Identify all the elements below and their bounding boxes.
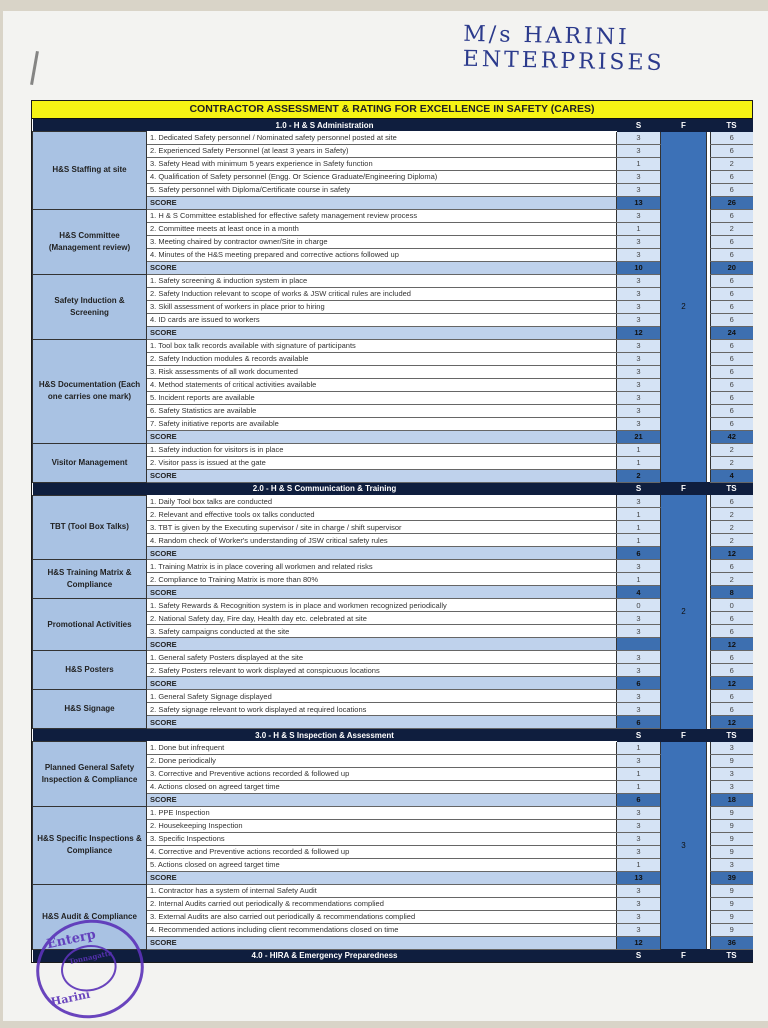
score-s-value: 3 [617, 287, 661, 300]
score-s-value: 1 [617, 767, 661, 780]
section-heading: 2.0 - H & S Communication & Training [33, 482, 617, 495]
category-name: H&S Staffing at site [33, 132, 147, 210]
assessment-table [32, 119, 753, 962]
criterion-text: 3. Specific Inspections [147, 832, 617, 845]
score-s-value: 3 [617, 664, 661, 677]
criterion-text: 5. Incident reports are available [147, 391, 617, 404]
criterion-text: 7. Safety initiative reports are available [147, 417, 617, 430]
score-s-value: 3 [617, 832, 661, 845]
score-label: SCORE [147, 326, 617, 339]
score-s-total: 13 [617, 196, 661, 209]
col-ts-header: TS [711, 949, 753, 962]
score-label: SCORE [147, 677, 617, 690]
col-f-header: F [661, 729, 707, 742]
criterion-text: 6. Safety Statistics are available [147, 404, 617, 417]
score-ts-value: 9 [711, 806, 753, 819]
category-name: H&S Committee (Management review) [33, 209, 147, 274]
score-label: SCORE [147, 936, 617, 949]
criterion-text: 2. Safety Induction modules & records available [147, 352, 617, 365]
item-row [33, 339, 753, 352]
col-s-header: S [617, 482, 661, 495]
score-s-value: 3 [617, 209, 661, 222]
item-row [33, 806, 753, 819]
sheet-title: CONTRACTOR ASSESSMENT & RATING FOR EXCELLENCE IN SAFETY (CARES) [32, 101, 752, 119]
score-ts-value: 6 [711, 612, 753, 625]
factor-value: 3 [661, 742, 707, 950]
score-ts-value: 2 [711, 443, 753, 456]
score-ts-value: 6 [711, 664, 753, 677]
score-ts-value: 6 [711, 391, 753, 404]
col-f-header: F [661, 119, 707, 132]
score-ts-value: 6 [711, 560, 753, 573]
item-row [33, 690, 753, 703]
score-ts-value: 3 [711, 742, 753, 755]
seal-text-top: Enterp [45, 927, 98, 953]
category-name: Planned General Safety Inspection & Compliance [33, 742, 147, 807]
score-ts-total: 26 [711, 196, 753, 209]
score-ts-total: 36 [711, 936, 753, 949]
score-ts-value: 6 [711, 170, 753, 183]
score-ts-total: 4 [711, 469, 753, 482]
score-ts-value: 2 [711, 573, 753, 586]
criterion-text: 1. General safety Posters displayed at the site [147, 651, 617, 664]
score-ts-value: 6 [711, 183, 753, 196]
section-heading: 1.0 - H & S Administration [33, 119, 617, 132]
score-label: SCORE [147, 547, 617, 560]
score-ts-value: 6 [711, 378, 753, 391]
score-s-value: 3 [617, 612, 661, 625]
category-name: H&S Documentation (Each one carries one mark) [33, 339, 147, 443]
col-ts-header: TS [711, 119, 753, 132]
score-s-value: 3 [617, 884, 661, 897]
score-s-value: 3 [617, 132, 661, 145]
score-ts-total: 12 [711, 638, 753, 651]
item-row [33, 599, 753, 612]
score-s-value: 3 [617, 754, 661, 767]
criterion-text: 4. Corrective and Preventive actions recorded & followed up [147, 845, 617, 858]
col-s-header: S [617, 949, 661, 962]
score-s-total [617, 638, 661, 651]
criterion-text: 1. Safety induction for visitors is in place [147, 443, 617, 456]
score-ts-value: 9 [711, 884, 753, 897]
criterion-text: 2. Compliance to Training Matrix is more than 80% [147, 573, 617, 586]
score-s-value: 3 [617, 806, 661, 819]
score-ts-value: 2 [711, 157, 753, 170]
criterion-text: 4. Random check of Worker's understanding of JSW critical safety rules [147, 534, 617, 547]
score-s-value: 3 [617, 897, 661, 910]
score-s-value: 3 [617, 391, 661, 404]
score-s-total: 4 [617, 586, 661, 599]
col-ts-header: TS [711, 729, 753, 742]
category-name: Safety Induction & Screening [33, 274, 147, 339]
score-ts-total: 39 [711, 871, 753, 884]
criterion-text: 2. Safety Posters relevant to work displayed at conspicuous locations [147, 664, 617, 677]
score-s-total: 12 [617, 936, 661, 949]
criterion-text: 4. Recommended actions including client recommendations closed on time [147, 923, 617, 936]
score-s-value: 1 [617, 443, 661, 456]
item-row [33, 495, 753, 508]
item-row [33, 560, 753, 573]
criterion-text: 2. Internal Audits carried out periodically & recommendations complied [147, 897, 617, 910]
score-ts-value: 6 [711, 703, 753, 716]
criterion-text: 2. Visitor pass is issued at the gate [147, 456, 617, 469]
item-row [33, 274, 753, 287]
criterion-text: 3. Safety campaigns conducted at the site [147, 625, 617, 638]
score-ts-value: 6 [711, 132, 753, 145]
factor-value: 2 [661, 132, 707, 483]
criterion-text: 3. Risk assessments of all work documented [147, 365, 617, 378]
score-s-value: 1 [617, 222, 661, 235]
score-s-value: 3 [617, 170, 661, 183]
criterion-text: 4. Minutes of the H&S meeting prepared and corrective actions followed up [147, 248, 617, 261]
criterion-text: 2. Relevant and effective tools ox talks conducted [147, 508, 617, 521]
score-s-value: 1 [617, 508, 661, 521]
score-ts-value: 6 [711, 495, 753, 508]
category-name: H&S Posters [33, 651, 147, 690]
score-ts-total: 42 [711, 430, 753, 443]
category-name: Visitor Management [33, 443, 147, 482]
score-s-value: 1 [617, 780, 661, 793]
score-s-total: 6 [617, 793, 661, 806]
score-ts-value: 9 [711, 923, 753, 936]
score-s-value: 1 [617, 456, 661, 469]
score-s-value: 3 [617, 560, 661, 573]
criterion-text: 1. Dedicated Safety personnel / Nominated safety personnel posted at site [147, 132, 617, 145]
score-s-value: 3 [617, 819, 661, 832]
score-label: SCORE [147, 638, 617, 651]
score-s-value: 3 [617, 845, 661, 858]
cares-assessment-sheet [31, 100, 753, 963]
criterion-text: 3. TBT is given by the Executing supervisor / site in charge / shift supervisor [147, 521, 617, 534]
score-ts-value: 6 [711, 248, 753, 261]
criterion-text: 2. Done periodically [147, 754, 617, 767]
criterion-text: 1. General Safety Signage displayed [147, 690, 617, 703]
score-ts-total: 20 [711, 261, 753, 274]
score-s-value: 3 [617, 235, 661, 248]
category-name: TBT (Tool Box Talks) [33, 495, 147, 560]
score-ts-value: 3 [711, 858, 753, 871]
score-ts-value: 2 [711, 222, 753, 235]
pen-mark [30, 51, 39, 85]
score-s-total: 13 [617, 871, 661, 884]
category-name: H&S Signage [33, 690, 147, 729]
criterion-text: 1. Training Matrix is in place covering all workmen and related risks [147, 560, 617, 573]
criterion-text: 1. H & S Committee established for effective safety management review process [147, 209, 617, 222]
section-header-row [33, 729, 753, 742]
score-s-value: 1 [617, 858, 661, 871]
score-ts-value: 2 [711, 521, 753, 534]
handwritten-company-name: M/s HARINI ENTERPRISES [462, 21, 665, 76]
score-ts-value: 6 [711, 417, 753, 430]
section-header-row [33, 482, 753, 495]
criterion-text: 2. National Safety day, Fire day, Health day etc. celebrated at site [147, 612, 617, 625]
score-s-value: 1 [617, 573, 661, 586]
score-s-value: 3 [617, 352, 661, 365]
score-ts-value: 6 [711, 287, 753, 300]
score-label: SCORE [147, 871, 617, 884]
criterion-text: 3. Skill assessment of workers in place prior to hiring [147, 300, 617, 313]
item-row [33, 651, 753, 664]
score-label: SCORE [147, 196, 617, 209]
score-s-total: 10 [617, 261, 661, 274]
criterion-text: 5. Actions closed on agreed target time [147, 858, 617, 871]
item-row [33, 884, 753, 897]
score-s-total: 21 [617, 430, 661, 443]
score-s-total: 6 [617, 547, 661, 560]
score-s-value: 3 [617, 378, 661, 391]
score-ts-value: 6 [711, 625, 753, 638]
item-row [33, 742, 753, 755]
score-s-total: 6 [617, 716, 661, 729]
score-ts-value: 9 [711, 754, 753, 767]
criterion-text: 1. Safety Rewards & Recognition system is in place and workmen recognized periodically [147, 599, 617, 612]
col-f-header: F [661, 949, 707, 962]
score-ts-value: 3 [711, 780, 753, 793]
score-ts-total: 12 [711, 677, 753, 690]
criterion-text: 4. Qualification of Safety personnel (Engg. Or Science Graduate/Engineering Diploma) [147, 170, 617, 183]
score-ts-value: 6 [711, 313, 753, 326]
criterion-text: 3. Safety Head with minimum 5 years experience in Safety function [147, 157, 617, 170]
score-s-value: 3 [617, 339, 661, 352]
score-ts-value: 6 [711, 339, 753, 352]
category-name: H&S Training Matrix & Compliance [33, 560, 147, 599]
col-f-header: F [661, 482, 707, 495]
col-s-header: S [617, 119, 661, 132]
criterion-text: 3. External Audits are also carried out periodically & recommendations complied [147, 910, 617, 923]
score-s-value: 3 [617, 495, 661, 508]
score-label: SCORE [147, 716, 617, 729]
score-ts-value: 6 [711, 209, 753, 222]
score-s-value: 1 [617, 742, 661, 755]
score-s-total: 6 [617, 677, 661, 690]
score-s-value: 3 [617, 703, 661, 716]
criterion-text: 1. PPE Inspection [147, 806, 617, 819]
score-s-value: 3 [617, 248, 661, 261]
score-ts-value: 6 [711, 690, 753, 703]
criterion-text: 2. Housekeeping Inspection [147, 819, 617, 832]
score-s-value: 3 [617, 651, 661, 664]
score-ts-value: 6 [711, 300, 753, 313]
score-label: SCORE [147, 469, 617, 482]
score-ts-value: 6 [711, 352, 753, 365]
col-ts-header: TS [711, 482, 753, 495]
score-label: SCORE [147, 586, 617, 599]
score-ts-value: 3 [711, 767, 753, 780]
criterion-text: 1. Daily Tool box talks are conducted [147, 495, 617, 508]
criterion-text: 5. Safety personnel with Diploma/Certificate course in safety [147, 183, 617, 196]
criterion-text: 1. Done but infrequent [147, 742, 617, 755]
criterion-text: 2. Safety signage relevant to work displayed at required locations [147, 703, 617, 716]
score-s-value: 3 [617, 625, 661, 638]
score-s-value: 3 [617, 417, 661, 430]
score-label: SCORE [147, 430, 617, 443]
category-name: Promotional Activities [33, 599, 147, 651]
score-ts-value: 2 [711, 534, 753, 547]
score-ts-value: 2 [711, 456, 753, 469]
score-ts-value: 6 [711, 274, 753, 287]
criterion-text: 2. Safety Induction relevant to scope of works & JSW critical rules are included [147, 287, 617, 300]
category-name: H&S Specific Inspections & Compliance [33, 806, 147, 884]
score-s-total: 12 [617, 326, 661, 339]
score-ts-total: 12 [711, 547, 753, 560]
factor-value: 2 [661, 495, 707, 729]
criterion-text: 1. Safety screening & induction system in place [147, 274, 617, 287]
section-header-row [33, 119, 753, 132]
score-ts-total: 12 [711, 716, 753, 729]
criterion-text: 4. Method statements of critical activities available [147, 378, 617, 391]
section-heading: 3.0 - H & S Inspection & Assessment [33, 729, 617, 742]
score-s-value: 3 [617, 183, 661, 196]
score-s-value: 1 [617, 157, 661, 170]
score-ts-total: 18 [711, 793, 753, 806]
score-ts-value: 6 [711, 365, 753, 378]
score-s-value: 3 [617, 144, 661, 157]
item-row [33, 443, 753, 456]
score-s-value: 3 [617, 690, 661, 703]
score-ts-total: 8 [711, 586, 753, 599]
score-ts-value: 6 [711, 651, 753, 664]
criterion-text: 3. Corrective and Preventive actions recorded & followed up [147, 767, 617, 780]
item-row [33, 209, 753, 222]
score-s-value: 1 [617, 521, 661, 534]
score-label: SCORE [147, 261, 617, 274]
col-s-header: S [617, 729, 661, 742]
item-row [33, 132, 753, 145]
criterion-text: 4. Actions closed on agreed target time [147, 780, 617, 793]
criterion-text: 4. ID cards are issued to workers [147, 313, 617, 326]
score-ts-value: 0 [711, 599, 753, 612]
score-s-value: 3 [617, 313, 661, 326]
score-label: SCORE [147, 793, 617, 806]
score-ts-value: 6 [711, 404, 753, 417]
score-s-value: 3 [617, 274, 661, 287]
score-s-value: 3 [617, 404, 661, 417]
score-s-value: 0 [617, 599, 661, 612]
score-s-value: 1 [617, 534, 661, 547]
criterion-text: 3. Meeting chaired by contractor owner/Site in charge [147, 235, 617, 248]
score-ts-total: 24 [711, 326, 753, 339]
score-ts-value: 6 [711, 144, 753, 157]
score-s-value: 3 [617, 365, 661, 378]
score-s-value: 3 [617, 300, 661, 313]
criterion-text: 1. Contractor has a system of internal Safety Audit [147, 884, 617, 897]
criterion-text: 2. Committee meets at least once in a month [147, 222, 617, 235]
score-s-value: 3 [617, 923, 661, 936]
score-ts-value: 9 [711, 845, 753, 858]
score-ts-value: 9 [711, 832, 753, 845]
score-ts-value: 9 [711, 819, 753, 832]
score-s-total: 2 [617, 469, 661, 482]
score-ts-value: 2 [711, 508, 753, 521]
seal-text-bottom: Harini [49, 987, 92, 1009]
section-heading: 4.0 - HIRA & Emergency Preparedness [33, 949, 617, 962]
score-ts-value: 9 [711, 897, 753, 910]
score-s-value: 3 [617, 910, 661, 923]
category-name: H&S Audit & Compliance [33, 884, 147, 949]
criterion-text: 1. Tool box talk records available with signature of participants [147, 339, 617, 352]
criterion-text: 2. Experienced Safety Personnel (at least 3 years in Safety) [147, 144, 617, 157]
seal-text-middle: Tonnagatta [68, 948, 114, 967]
score-ts-value: 9 [711, 910, 753, 923]
score-ts-value: 6 [711, 235, 753, 248]
